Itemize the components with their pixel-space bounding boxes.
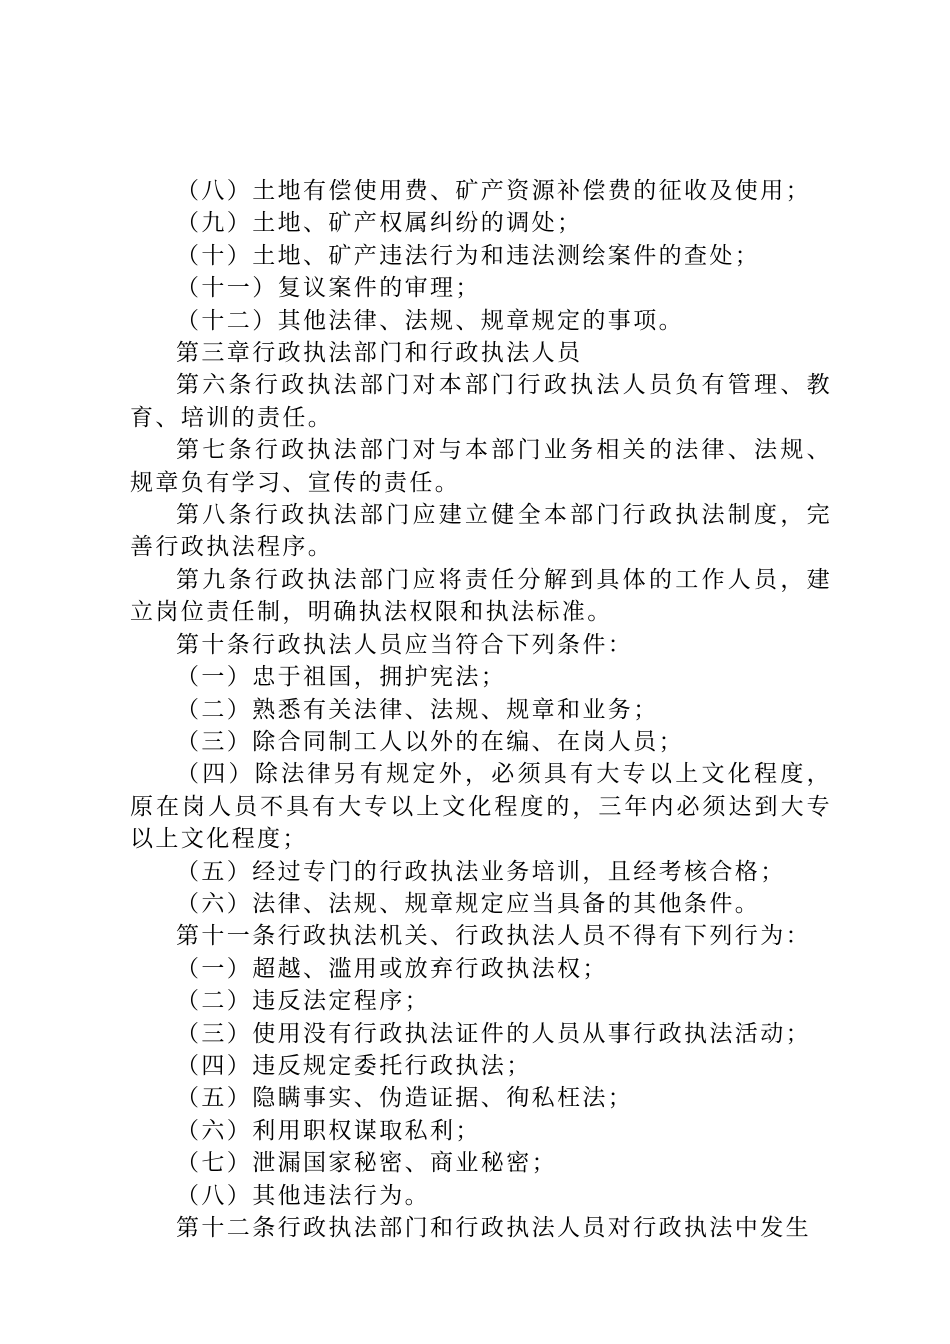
- article-11-item-6: （六）利用职权谋取私利；: [176, 1117, 481, 1144]
- paragraph-item-12-other-matters: （十二）其他法律、法规、规章规定的事项。: [176, 307, 684, 334]
- article-6: 第六条行政执法部门对本部门行政执法人员负有管理、教育、培训的责任。: [130, 372, 832, 431]
- article-7: 第七条行政执法部门对与本部门业务相关的法律、法规、规章负有学习、宣传的责任。: [130, 437, 832, 496]
- article-9: 第九条行政执法部门应将责任分解到具体的工作人员，建立岗位责任制，明确执法权限和执法标准。: [130, 566, 832, 626]
- article-11-item-4: （四）违反规定委托行政执法；: [176, 1052, 532, 1079]
- article-8: 第八条行政执法部门应建立健全本部门行政执法制度，完善行政执法程序。: [130, 502, 832, 561]
- article-10: 第十条行政执法人员应当符合下列条件：: [176, 631, 634, 658]
- paragraph-item-10-violations: （十）土地、矿产违法行为和违法测绘案件的查处；: [176, 242, 761, 269]
- article-11: 第十一条行政执法机关、行政执法人员不得有下列行为：: [176, 923, 811, 950]
- article-10-item-4: （四）除法律另有规定外，必须具有大专以上文化程度，原在岗人员不具有大专以上文化程度的，三年内必须达到大专以上文化程度；: [130, 761, 832, 853]
- article-11-item-3: （三）使用没有行政执法证件的人员从事行政执法活动；: [176, 1020, 811, 1047]
- paragraph-item-9-disputes: （九）土地、矿产权属纠纷的调处；: [176, 210, 583, 237]
- article-11-item-7: （七）泄漏国家秘密、商业秘密；: [176, 1150, 557, 1177]
- chapter-3-heading: 第三章行政执法部门和行政执法人员: [176, 340, 583, 367]
- article-11-item-2: （二）违反法定程序；: [176, 988, 430, 1015]
- paragraph-item-11-review-cases: （十一）复议案件的审理；: [176, 275, 481, 302]
- article-10-item-2: （二）熟悉有关法律、法规、规章和业务；: [176, 696, 659, 723]
- article-10-item-5: （五）经过专门的行政执法业务培训，且经考核合格；: [176, 858, 786, 885]
- article-10-item-3: （三）除合同制工人以外的在编、在岗人员；: [176, 728, 684, 755]
- paragraph-item-8-land-fees: （八）土地有偿使用费、矿产资源补偿费的征收及使用；: [176, 178, 811, 204]
- article-11-item-1: （一）超越、滥用或放弃行政执法权；: [176, 955, 608, 982]
- article-11-item-8: （八）其他违法行为。: [176, 1182, 430, 1209]
- document-body: [130, 175, 832, 1244]
- article-12: 第十二条行政执法部门和行政执法人员对行政执法中发生: [176, 1215, 811, 1241]
- article-10-item-1: （一）忠于祖国，拥护宪法；: [176, 664, 507, 691]
- article-10-item-6: （六）法律、法规、规章规定应当具备的其他条件。: [176, 890, 761, 917]
- article-11-item-5: （五）隐瞒事实、伪造证据、徇私枉法；: [176, 1085, 634, 1112]
